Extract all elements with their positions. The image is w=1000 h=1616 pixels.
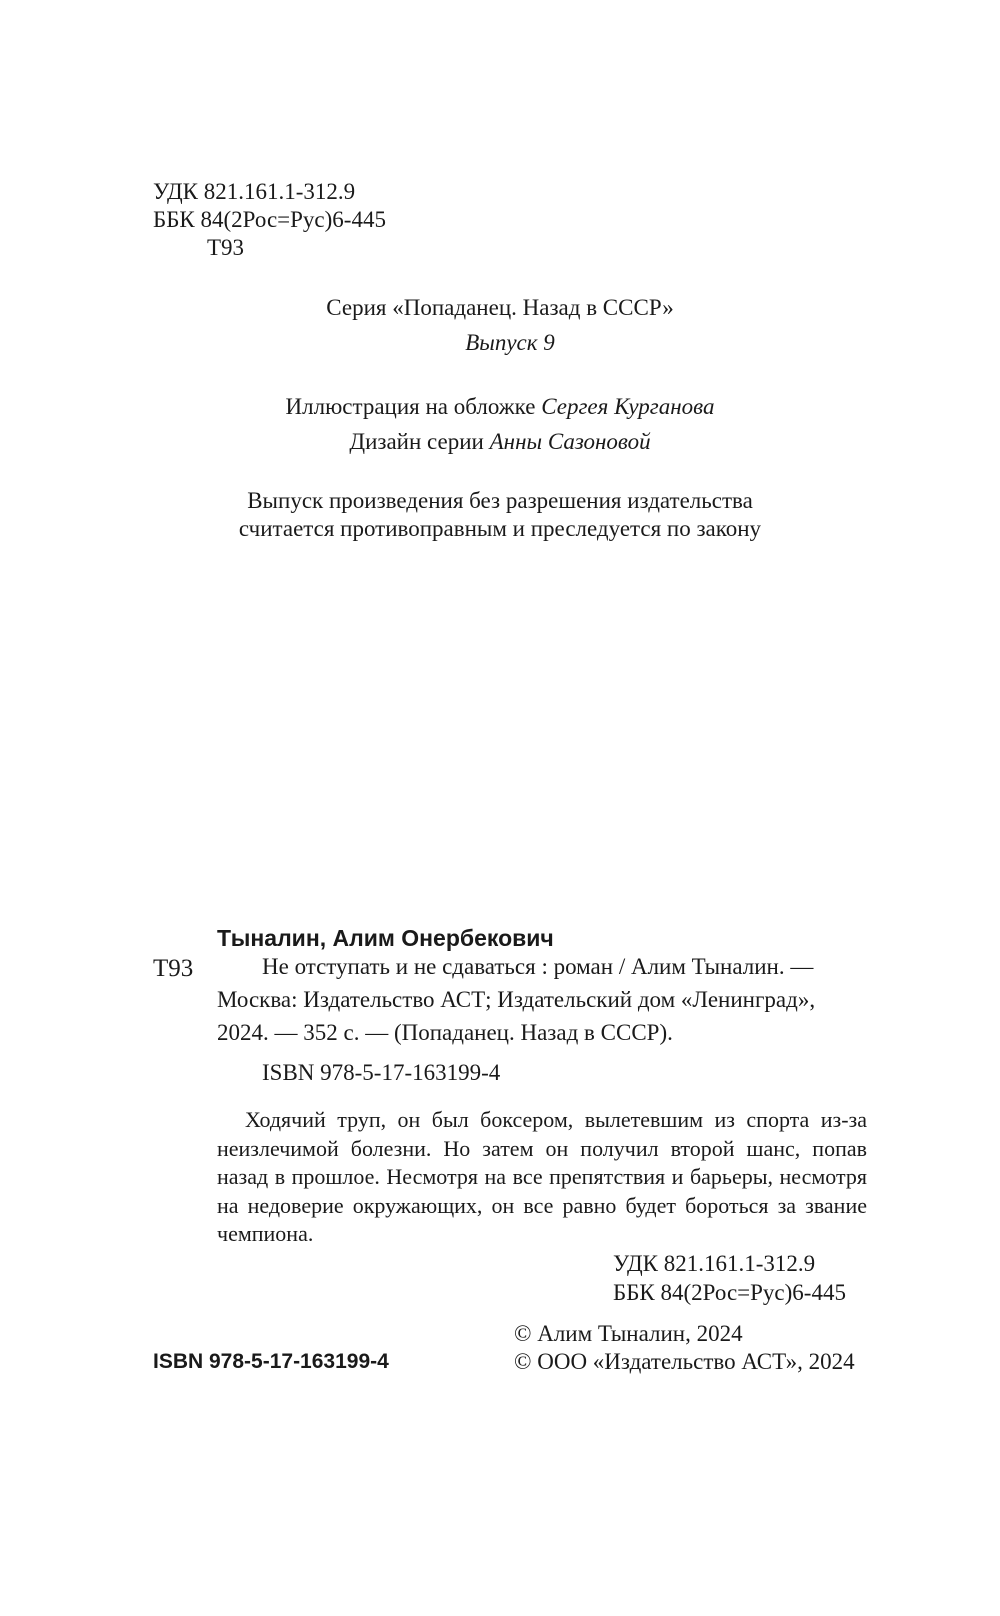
catalog-description-line1: Не отступать и не сдаваться : роман / Алим Тыналин. — [262, 954, 814, 979]
isbn-bold: ISBN 978-5-17-163199-4 [153, 1350, 389, 1373]
illustration-credit [0, 393, 1000, 422]
copyright-notice-line2: считается противоправным и преследуется по закону [238, 516, 762, 541]
illustrator-name: Сергея Курганова [541, 394, 715, 419]
design-credit-prefix: Дизайн серии [349, 429, 484, 454]
bbk-code-bottom: ББК 84(2Рос=Рус)6-445 [613, 1280, 846, 1305]
illustration-credit-prefix: Иллюстрация на обложке [285, 394, 536, 419]
copyright-notice-line1: Выпуск произведения без разрешения издательства [247, 488, 753, 513]
design-credit [0, 428, 1000, 457]
udk-code: УДК 821.161.1-312.9 [153, 179, 356, 204]
designer-name: Анны Сазоновой [489, 429, 651, 454]
classification-codes-top [153, 178, 386, 262]
catalog-description-line3: 2024. — 352 с. — (Попаданец. Назад в СССР). [217, 1020, 673, 1045]
author-mark: Т93 [207, 235, 245, 260]
catalog-isbn: ISBN 978-5-17-163199-4 [262, 1060, 501, 1085]
copyright-author: © Алим Тыналин, 2024 [514, 1321, 743, 1346]
copyright-publisher: © ООО «Издательство АСТ», 2024 [514, 1349, 855, 1374]
bbk-code: ББК 84(2Рос=Рус)6-445 [153, 207, 386, 232]
annotation: Ходячий труп, он был боксером, вылетевшим из спорта из-за неизлечимой болезни. Но затем он получил второй шанс, попав назад в прошлое. Несмотря на все препятствия и барьеры, несмотря на недоверие окружающих, он все равно будет бороться за звание чемпиона. [217, 1107, 867, 1246]
series-title: Серия «Попаданец. Назад в СССР» [326, 295, 674, 320]
series-issue: Выпуск 9 [465, 330, 555, 355]
udk-code-bottom: УДК 821.161.1-312.9 [613, 1251, 816, 1276]
author-heading: Тыналин, Алим Онербекович [217, 925, 554, 951]
catalog-author-mark: Т93 [153, 955, 194, 982]
catalog-description-line2: Москва: Издательство АСТ; Издательский дом «Ленинград», [217, 987, 816, 1012]
